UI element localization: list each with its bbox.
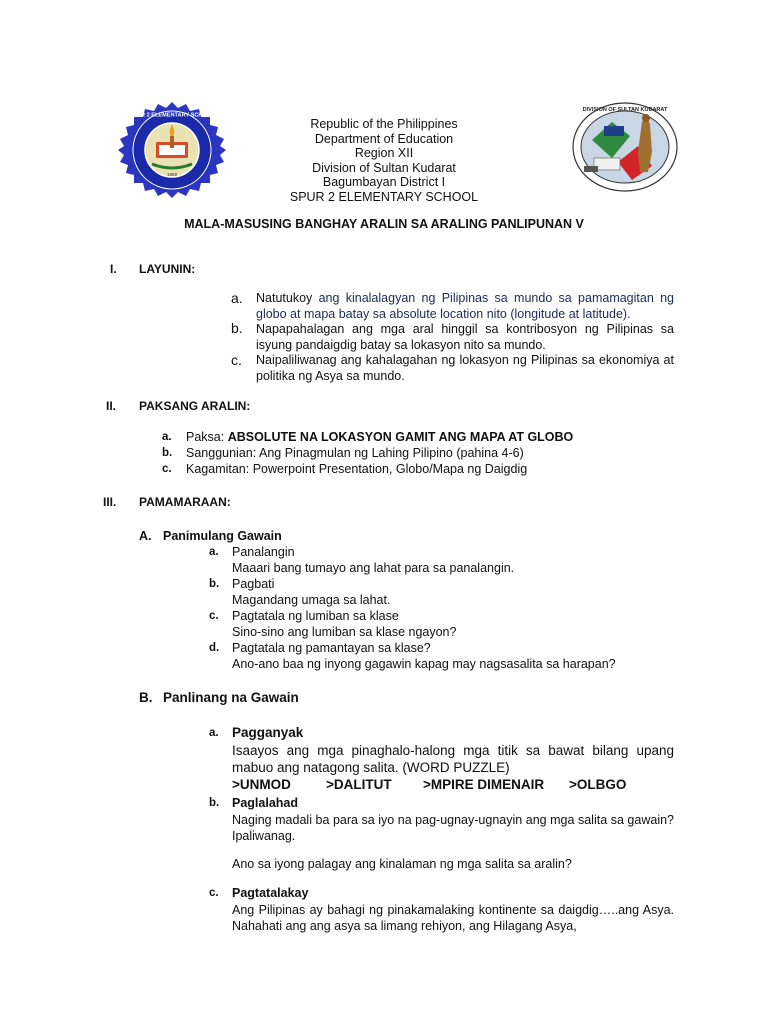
discussion-text: Ang Pilipinas ay bahagi ng pinakamalaking kontinente sa daigdig…..ang Asya. Nahahati ang ang asya sa limang rehiyon, ang Hilagang Asya, — [232, 903, 674, 933]
school-logo — [118, 102, 226, 198]
section-2-heading: PAKSANG ARALIN: — [139, 399, 251, 413]
section-3-heading: PAMAMARAAN: — [139, 495, 231, 509]
header-region: Region XII — [354, 146, 414, 160]
topic-line: Paksa: ABSOLUTE NA LOKASYON GAMIT ANG MAPA AT GLOBO — [186, 430, 574, 444]
step-b-text: Magandang umaga sa lahat. — [232, 593, 391, 607]
part-b-title: Panlinang na Gawain — [163, 690, 299, 705]
objective-a-text: Natutukoy ang kinalalagyan ng Pilipinas sa mundo sa pamamagitan ng globo at mapa batay sa absolute location nito (longitude at latitude). — [256, 291, 674, 321]
division-ring-text: DIVISION OF SULTAN KUDARAT — [582, 107, 668, 113]
step-d-text: Ano-ano baa ng inyong gagawin kapag may nagsasalita sa harapan? — [232, 657, 616, 671]
motivation-title: Pagganyak — [232, 725, 304, 740]
step-d-letter: d. — [209, 642, 220, 654]
part-b-letter: B. — [139, 690, 153, 705]
discussion-letter: c. — [209, 887, 219, 899]
header-district: Bagumbayan District I — [322, 175, 446, 189]
part-a-title: Panimulang Gawain — [163, 529, 282, 543]
objective-c-letter: c. — [231, 352, 242, 368]
seal-year: 1969 — [166, 172, 178, 177]
step-b-title: Pagbati — [232, 577, 275, 591]
puzzle-word-1: >UNMOD — [232, 777, 291, 792]
part-a-letter: A. — [139, 529, 152, 543]
objective-c-text: Naipaliliwanag ang kahalagahan ng lokasyon ng Pilipinas sa ekonomiya at politika ng Asya sa mundo. — [256, 353, 674, 383]
puzzle-word-2: >DALITUT — [326, 777, 392, 792]
section-1-heading: LAYUNIN: — [139, 262, 196, 276]
materials-line: Kagamitan: Powerpoint Presentation, Globo/Mapa ng Daigdig — [186, 462, 528, 476]
header-department: Department of Education — [314, 131, 454, 146]
section-3-numeral: III. — [103, 495, 117, 509]
step-b-letter: b. — [209, 578, 220, 590]
motivation-letter: a. — [209, 727, 219, 739]
objective-b-letter: b. — [231, 320, 243, 336]
presentation-letter: b. — [209, 797, 220, 809]
header-school: SPUR 2 ELEMENTARY SCHOOL — [289, 189, 479, 204]
motivation-text: Isaayos ang mga pinaghalo-halong mga titik sa bawat bilang upang mabuo ang natagong salita. (WORD PUZZLE) — [232, 743, 674, 775]
puzzle-word-3: >MPIRE DIMENAIR — [423, 777, 545, 792]
reference-letter: b. — [162, 447, 173, 459]
materials-letter: c. — [162, 463, 172, 475]
objective-b-text: Napapahalagan ang mga aral hinggil sa kontribosyon ng Pilipinas sa isyung pandaigdig batay sa lokasyon nito sa mundo. — [256, 322, 674, 352]
step-c-letter: c. — [209, 610, 219, 622]
header-division: Division of Sultan Kudarat — [312, 160, 456, 175]
step-c-title: Pagtatala ng lumiban sa klase — [232, 609, 399, 623]
step-a-letter: a. — [209, 546, 219, 558]
header-country: Republic of the Philippines — [310, 117, 458, 131]
step-a-title: Panalangin — [232, 545, 295, 559]
division-logo — [572, 102, 678, 192]
objective-a-letter: a. — [231, 290, 243, 306]
step-a-text: Maaari bang tumayo ang lahat para sa panalangin. — [232, 561, 515, 575]
topic-letter: a. — [162, 431, 172, 443]
step-d-title: Pagtatala ng pamantayan sa klase? — [232, 641, 431, 655]
section-2-numeral: II. — [106, 399, 117, 413]
seal-ring-text: SPUR 2 ELEMENTARY SCHOOL — [129, 112, 215, 119]
presentation-title: Paglalahad — [232, 796, 298, 810]
document-title: MALA-MASUSING BANGHAY ARALIN SA ARALING PANLIPUNAN V — [184, 217, 584, 231]
section-1-numeral: I. — [110, 262, 117, 276]
puzzle-word-4: >OLBGO — [569, 777, 627, 792]
letterhead — [240, 117, 528, 204]
discussion-title: Pagtatalakay — [232, 886, 309, 900]
step-c-text: Sino-sino ang lumiban sa klase ngayon? — [232, 625, 457, 639]
reference-line: Sanggunian: Ang Pinagmulan ng Lahing Pilipino (pahina 4-6) — [186, 446, 524, 460]
presentation-text-2: Ano sa iyong palagay ang kinalaman ng mga salita sa aralin? — [232, 857, 572, 871]
presentation-text-1: Naging madali ba para sa iyo na pag-ugnay-ugnayin ang mga salita sa gawain? Ipaliwanag. — [232, 813, 674, 843]
